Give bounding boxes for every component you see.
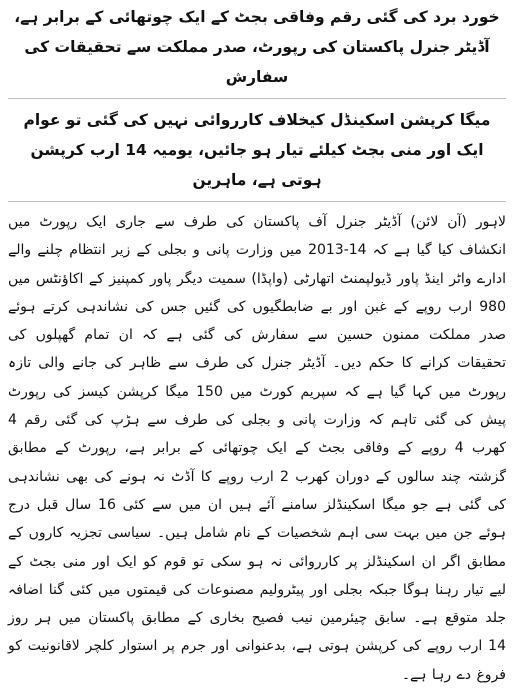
divider-bottom [8, 201, 506, 202]
headline-primary: خورد برد کی گئی رقم وفاقی بجٹ کے ایک چوتھائی کے برابر ہے، آڈیٹر جنرل پاکستان کی رپورٹ، صدر مملکت سے تحقیقات کی سفارش [14, 8, 500, 86]
divider-top [8, 98, 506, 99]
headline-secondary: میگا کرپشن اسکینڈل کیخلاف کارروائی نہیں کی گئی تو عوام ایک اور منی بجٹ کیلئے تیار ہو جائیں، یومیہ 14 ارب کرپشن ہوتی ہے، ماہرین [23, 111, 491, 189]
article-body: لاہور (آن لائن) آڈیٹر جنرل آف پاکستان کی طرف سے جاری ایک رپورٹ میں انکشاف کیا گیا ہے کہ 14-2013 میں وزارت پانی و بجلی کے زیر انتظام چلنے والے ادارے واٹر اینڈ پاور ڈیولپمنٹ اتھارٹی (واپڈا) سمیت دیگر پاور کمپنیز کے اکاؤنٹس میں 980 ارب روپے کے غبن اور بے ضابطگیوں کی گئیں جس کی نشاندہی کرتے ہوئے صدر مملکت ممنون حسین سے سفارش کی گئی ہے کہ ان تمام گھپلوں کی تحقیقات کرانے کا حکم دیں۔ آڈیٹر جنرل کی طرف سے ظاہر کی جانے والی تازہ رپورٹ میں کہا گیا ہے کہ سپریم کورٹ میں 150 میگا کرپشن کیسز کی رپورٹ پیش کی گئی تاہم کہ وزارت پانی و بجلی کی طرف سے ہڑپ کی گئی رقم 4 کھرب 4 روپے کے وفاقی بجٹ کے ایک چوتھائی کے برابر ہے، رپورٹ کے مطابق گزشتہ چند سالوں کے دوران کھرب 2 ارب روپے کا آڈٹ نہ ہونے کی بھی نشاندہی کی گئی ہے جو میگا اسکینڈلز سامنے آئے ہیں ان میں سے کئی 16 سال قبل درج ہوئے جن میں بہت سی اہم شخصیات کے نام شامل ہیں۔ سیاسی تجزیہ کاروں کے مطابق اگر ان اسکینڈلز پر کارروائی نہ ہو سکی تو قوم کو ایک اور منی بجٹ کے لیے تیار رہنا ہوگا جبکہ بجلی اور پیٹرولیم مصنوعات کی قیمتوں میں کئی گنا اضافہ جلد متوقع ہے۔ سابق چیئرمین نیب فصیح بخاری کے مطابق پاکستان میں ہر روز 14 ارب روپے کی کرپشن ہوتی ہے، بدعنوانی اور جرم پر استوار کلچر لاقانونیت کو فروغ دے رہا ہے۔ [8, 214, 507, 683]
